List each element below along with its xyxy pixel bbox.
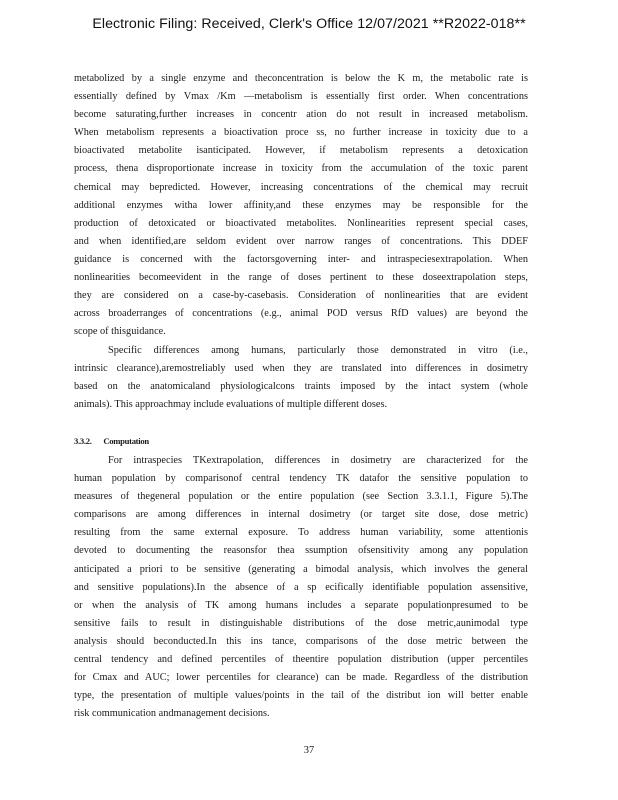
text-line: for Cmax and AUC; lower percentiles for clearance) can be made. Regardless of the distribution — [74, 672, 528, 684]
text-line: bioactivated metabolite isanticipated. However, if metabolism represents a detoxication — [74, 145, 528, 157]
text-line: become saturating,further increases in concentr ation do not result in increased metabolism. — [74, 109, 528, 121]
text-line: metabolized by a single enzyme and theconcentration is below the K m, the metabolic rate is — [74, 73, 528, 84]
text-line: sensitive fails to result in distinguishable distributions of the dose metric,aunimodal type — [74, 617, 528, 629]
text-line: nonlinearities becomeevident in the range of doses pertinent to these doseextrapolation steps, — [74, 272, 528, 284]
text-line: and sensitive populations).In the absence of a sp ecifically identifiable population assensitive, — [74, 581, 528, 593]
text-line: across broaderranges of concentrations (e.g., animal POD versus RfD values) are beyond the — [74, 308, 528, 320]
section-title: Computation — [103, 436, 149, 446]
filing-header: Electronic Filing: Received, Clerk's Office 12/07/2021 **R2022-018** — [92, 16, 526, 32]
text-line: guidance is concerned with the factorsgoverning inter- and intraspeciesextrapolation. When — [74, 253, 528, 265]
page-number: 37 — [303, 745, 315, 756]
text-line: measures of thegeneral population or the entire population (see Section 3.3.1.1, Figure 5).The — [74, 491, 528, 503]
text-line: additional enzymes witha lower affinity,and these enzymes may be responsible for the — [74, 199, 528, 211]
text-line: based on the anatomicaland physiologicalcons traints imposed by the intact system (whole — [74, 381, 528, 393]
text-line: type, the presentation of multiple values/points in the tail of the distribut ion will better enable — [74, 690, 528, 702]
text-line: comparisons are among differences in internal dosimetry (or target site dose, dose metric) — [74, 509, 528, 521]
text-line: analysis should beconducted.In this ins tance, comparisons of the dose metric between the — [74, 635, 528, 647]
text-line: risk communication andmanagement decisions. — [74, 708, 270, 720]
text-line: central tendency and defined percentiles of theentire population distribution (upper percentiles — [74, 654, 528, 666]
text-line: chemical may bepredicted. However, increasing concentrations of the chemical may recruit — [74, 181, 528, 193]
text-line: process, thena disproportionate increase in toxicity from the accumulation of the toxic parent — [74, 163, 528, 175]
text-line: and when identified,are seldom evident over narrow ranges of concentrations. This DDEF — [74, 235, 528, 247]
paragraph-metabolism — [74, 70, 528, 341]
text-line: For intraspecies TKextrapolation, differences in dosimetry are characterized for the — [108, 455, 528, 466]
paragraph-specific-differences — [74, 342, 528, 414]
text-line: human population by comparisonof central tendency TK datafor the sensitive population to — [74, 473, 528, 485]
text-line: intrinsic clearance),aremostreliably used when they are translated into differences in dosimetry — [74, 363, 528, 375]
text-line: or when the analysis of TK among humans includes a separate populationpresumed to be — [74, 599, 528, 611]
text-line: anticipated a priori to be sensitive (generating a bimodal analysis, which involves the general — [74, 563, 528, 575]
text-line: they are considered on a case-by-casebasis. Consideration of nonlinearities that are evident — [74, 290, 528, 302]
text-line: animals). This approachmay include evaluations of multiple different doses. — [74, 399, 388, 411]
text-line: resulting from the same external exposure. To address human variability, some attentionis — [74, 527, 528, 539]
section-number: 3.3.2. — [74, 436, 92, 446]
text-line: Specific differences among humans, particularly those demonstrated in vitro (i.e., — [108, 345, 528, 356]
text-line: devoted to documenting the reasonsfor thea ssumption ofsensitivity among any population — [74, 545, 528, 557]
text-line: essentially defined by Vmax /Km —metabolism is essentially first order. When concentrations — [74, 91, 528, 103]
section-heading — [74, 436, 149, 446]
text-line: When metabolism represents a bioactivation proce ss, no further increase in toxicity due to a — [74, 127, 528, 139]
paragraph-computation — [74, 452, 528, 723]
text-line: production of detoxicated or bioactivated metabolites. Nonlinearities represent special cases, — [74, 217, 528, 229]
text-line: scope of thisguidance. — [74, 326, 166, 338]
